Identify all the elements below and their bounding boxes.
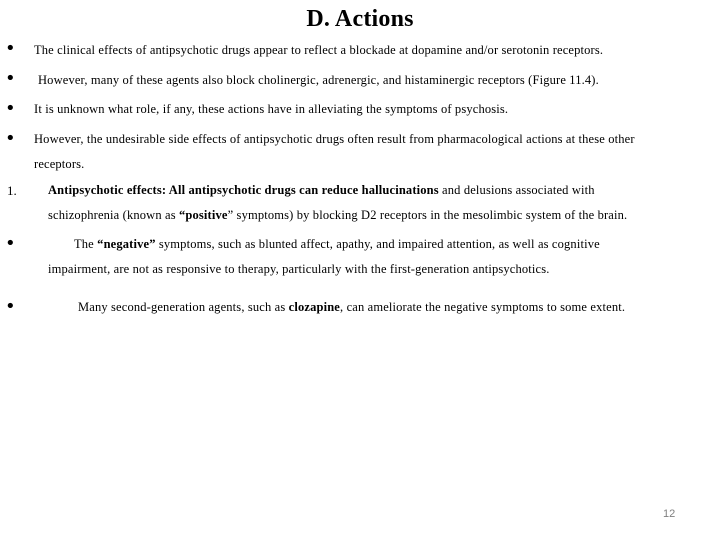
- item-bold-term: “positive: [179, 208, 228, 222]
- bullet-text: The clinical effects of antipsychotic drugs appear to reflect a blockade at dopamine and/or serotonin receptors.: [34, 43, 604, 57]
- bullet-text: The: [74, 237, 98, 251]
- page-number: 12: [663, 508, 676, 520]
- bullet-bold-term: clozapine: [288, 300, 341, 314]
- item-text: and delusions associated with: [438, 183, 595, 197]
- bullet-text-line: receptors.: [34, 157, 85, 171]
- bullet-text-line: impairment, are not as responsive to therapy, particularly with the first-generation antipsychotics.: [48, 262, 550, 276]
- bullet-marker: •: [5, 128, 16, 149]
- item-text: schizophrenia (known as: [48, 208, 179, 222]
- item-text: ” symptoms) by blocking D2 receptors in the mesolimbic system of the brain.: [227, 208, 628, 222]
- bullet-marker: •: [5, 296, 16, 317]
- bullet-bold-term: “negative”: [97, 237, 156, 251]
- bullet-text: [48, 232, 600, 282]
- numbered-item-text: [48, 178, 627, 228]
- bullet-text: [34, 127, 635, 177]
- bullet-marker: •: [5, 233, 16, 254]
- item-number: 1.: [7, 183, 17, 198]
- bullet-marker: •: [5, 98, 16, 119]
- bullet-text-line: [74, 237, 600, 251]
- bullet-text: Many second-generation agents, such as: [78, 300, 289, 314]
- slide-title: D. Actions: [306, 6, 414, 32]
- bullet-text: symptoms, such as blunted affect, apathy, and impaired attention, as well as cognitive: [155, 237, 600, 251]
- bullet-text: However, many of these agents also block cholinergic, adrenergic, and histaminergic receptors (Figure 11.4).: [38, 73, 599, 87]
- item-heading: [48, 183, 595, 197]
- bullet-text-line: However, the undesirable side effects of antipsychotic drugs often result from pharmacological actions at these other: [34, 132, 635, 146]
- bullet-marker: •: [5, 68, 16, 89]
- bullet-text: [78, 295, 625, 320]
- bullet-marker: •: [5, 38, 16, 59]
- bullet-text: It is unknown what role, if any, these actions have in alleviating the symptoms of psychosis.: [34, 102, 509, 116]
- bullet-text: , can ameliorate the negative symptoms to some extent.: [340, 300, 626, 314]
- item-bold-lead: Antipsychotic effects: All antipsychotic drugs can reduce hallucinations: [48, 183, 439, 197]
